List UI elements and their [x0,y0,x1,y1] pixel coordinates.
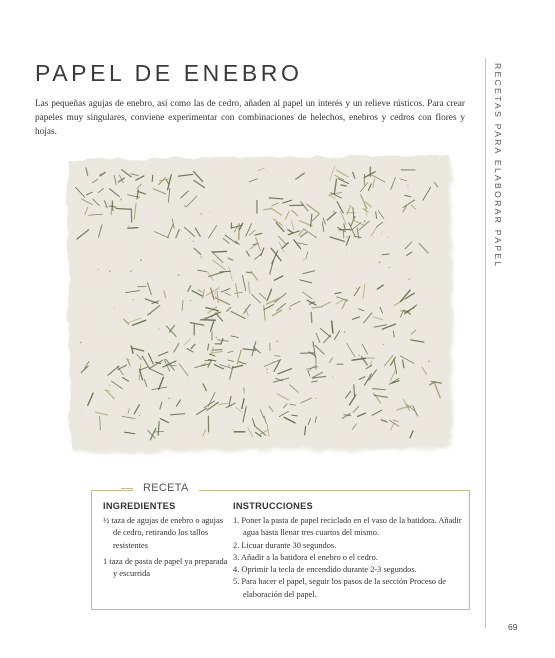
paper-fleck [200,256,202,258]
paper-fleck [169,342,170,343]
paper-fleck [184,205,186,207]
paper-fleck [277,340,279,342]
ingredients-heading: INGREDIENTES [103,501,176,511]
juniper-needle [343,232,344,238]
paper-fleck [359,355,361,357]
juniper-needle [201,320,216,321]
paper-fleck [210,212,211,213]
juniper-needle [292,415,297,416]
juniper-needle [158,422,159,436]
recipe-tab-label: RECETA [133,478,199,498]
ingredient-item: 1 taza de pasta de papel ya preparada y escurrida [103,556,228,579]
paper-fleck [381,233,382,234]
margin-rule [485,58,486,628]
paper-fleck [347,236,349,238]
paper-fleck [232,429,233,430]
paper-fleck [344,331,346,333]
instruction-step: 5. Para hacer el papel, seguir los pasos de la sección Proceso de elaboración del papel. [233,577,447,599]
paper-fleck [333,211,335,213]
paper-fleck [140,259,142,261]
page-number: 69 [508,622,518,632]
paper-fleck [189,238,190,239]
juniper-needle [213,350,222,351]
juniper-needle [341,185,346,186]
paper-fleck [168,398,170,400]
paper-fleck [408,278,410,280]
paper-fleck [109,385,110,386]
paper-fleck [266,372,267,373]
paper-fleck [100,174,101,175]
paper-fleck [158,329,159,330]
juniper-paper-photo [60,150,455,455]
intro-paragraph: Las pequeñas agujas de enebro, así como las de cedro, añaden al papel un interés y un relieve rústicos. Para crear papeles muy singulares, conviene experimentar con combinaciones de helechos, enebros y cedros con flores y hojas. [35,99,465,137]
paper-fleck [255,245,256,246]
paper-fleck [109,270,111,272]
paper-fleck [216,336,217,337]
paper-fleck [333,376,334,377]
paper-fleck [228,365,230,367]
paper-fleck [130,270,132,272]
instruction-step: 3. Añadir a la batidora el enebro o el cedro. [233,552,378,562]
juniper-needle [213,251,227,252]
paper-fleck [136,275,137,276]
paper-fleck [408,407,409,408]
paper-fleck [178,274,180,276]
paper-fleck [316,398,317,399]
juniper-needle [152,175,153,181]
paper-fleck [428,360,430,362]
paper-fleck [346,251,347,252]
juniper-needle [128,228,138,229]
instructions-list [233,515,463,601]
paper-fleck [379,261,381,263]
paper-fleck [214,293,215,294]
paper-fleck [266,368,268,370]
ingredient-item: ½ taza de agujas de enebro o agujas de cedro, retirando los tallos resistentes [103,516,223,550]
paper-fleck [128,226,129,227]
juniper-needle [275,356,280,357]
paper-fleck [324,332,326,334]
paper-fleck [128,359,130,361]
paper-fleck [237,238,238,239]
paper-fleck [80,342,82,344]
paper-fleck [81,411,82,412]
juniper-needle [116,209,131,210]
paper-fleck [190,300,191,301]
paper-fleck [193,241,194,242]
paper-fleck [133,299,134,300]
paper-fleck [120,199,122,201]
paper-fleck [303,259,304,260]
juniper-needle [311,312,312,322]
paper-fleck [150,313,151,314]
paper-fleck [139,415,140,416]
instruction-step: 1. Poner la pasta de papel reciclado en el vaso de la batidora. Añadir agua hasta llenar tres cuartos del mismo. [233,516,462,538]
instruction-step: 4. Oprimir la tecla de encendido durante 2-3 segundos. [233,565,417,575]
paper-fleck [98,269,99,270]
instructions-heading: INSTRUCCIONES [233,501,313,511]
paper-fleck [289,308,291,310]
paper-fleck [105,206,106,207]
paper-photo-svg [60,150,455,455]
running-section-label: RECETAS PARA ELABORAR PAPEL [493,63,503,269]
paper-fleck [200,213,202,215]
paper-fleck [387,237,388,238]
paper-fleck [383,344,384,345]
paper-fleck [312,345,313,346]
page-title: PAPEL DE ENEBRO [35,60,303,86]
ingredients-list [103,515,228,584]
paper-fleck [356,288,358,290]
paper-fleck [315,237,316,238]
paper-fleck [114,308,115,309]
paper-fleck [364,220,366,222]
instruction-step: 2. Licuar durante 30 segundos. [233,540,337,550]
paper-fleck [389,267,390,268]
paper-fleck [407,185,408,186]
